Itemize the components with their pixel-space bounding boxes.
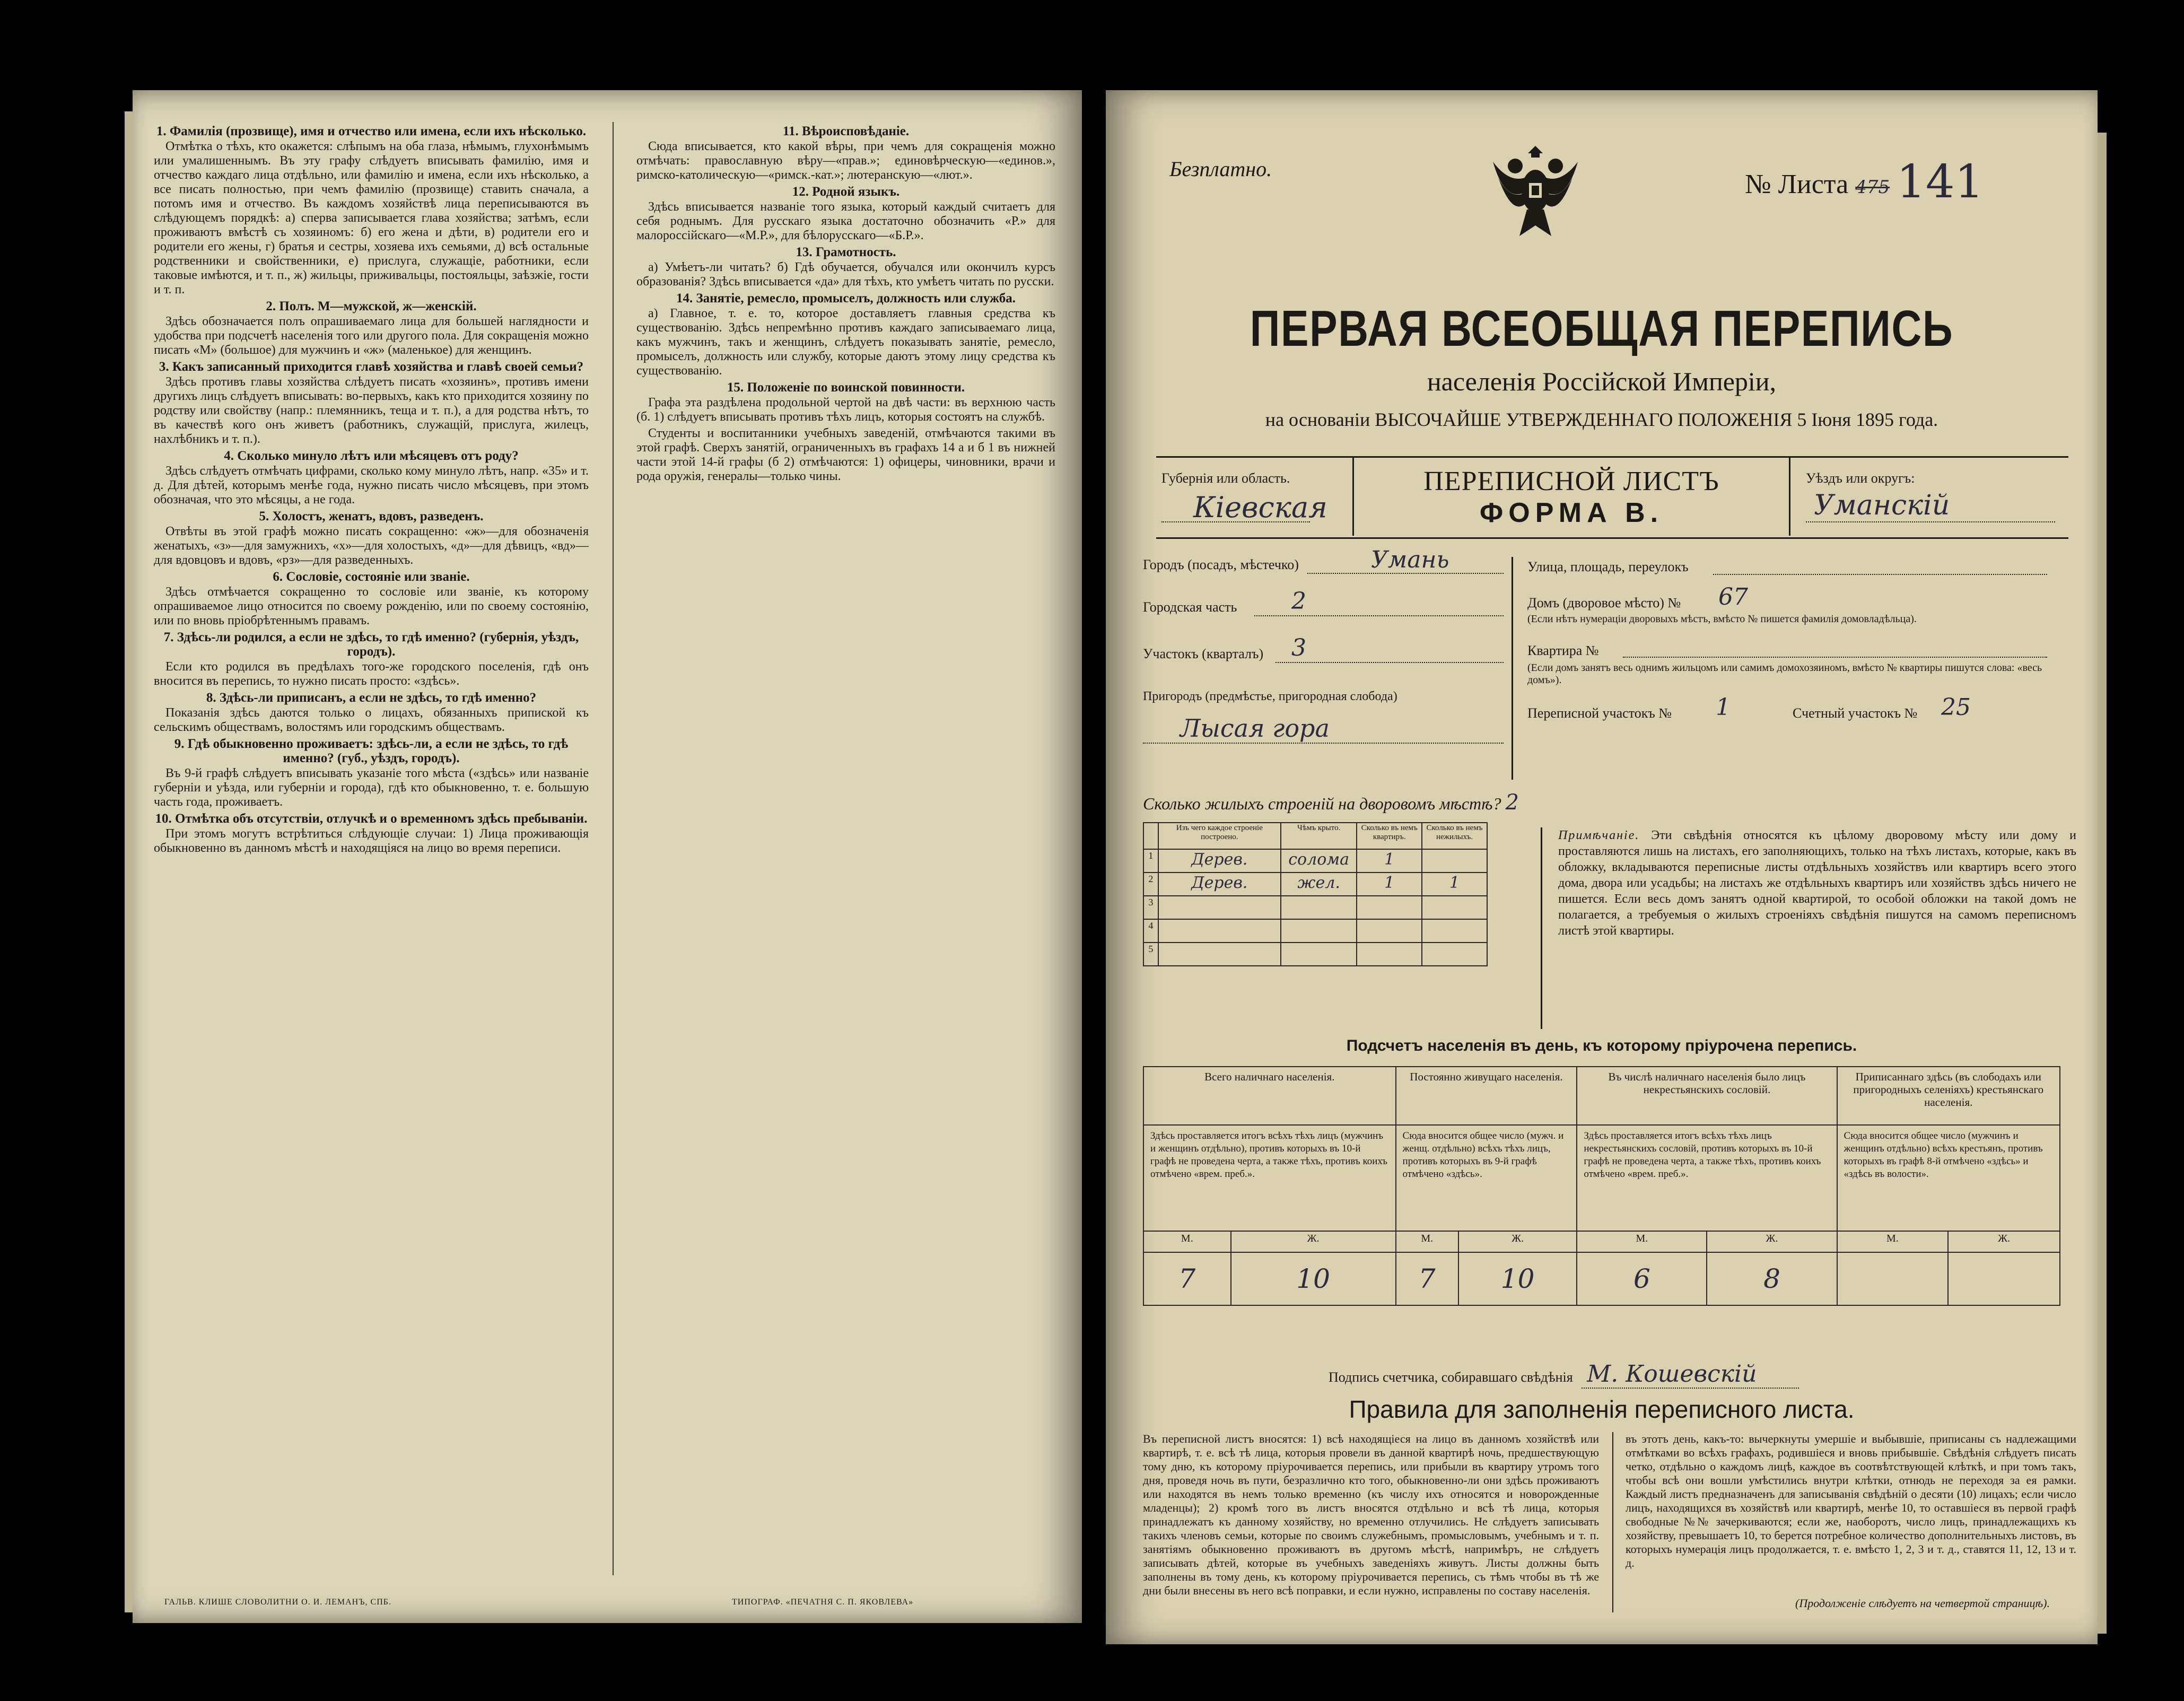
suburb-label: Пригородъ (предмѣстье, пригородная слобода): [1143, 690, 1397, 703]
instruction-text: При этомъ могутъ встрѣтиться слѣдующіе случаи: 1) Лица проживающія обыкновенно въ данномъ мѣстѣ и находящіяся на лицо во время переписи.: [154, 827, 589, 855]
instruction-heading: 7. Здѣсь-ли родился, а если не здѣсь, то гдѣ именно? (губернія, уѣздъ, городъ).: [163, 630, 579, 659]
buildings-note: [1541, 827, 2076, 1029]
street-label: Улица, площадь, переулокъ: [1527, 559, 1689, 574]
buildings-value: 2: [1505, 790, 1519, 815]
form-letter: ФОРМА В.: [1479, 498, 1664, 528]
instruction-heading: 10. Отмѣтка объ отсутствіи, отлучкѣ и о временномъ здѣсь пребываніи.: [155, 812, 588, 826]
sheet-number-label: № Листа: [1745, 169, 1849, 199]
rules-divider: [1612, 1432, 1613, 1612]
population-column-head: Приписаннаго здѣсь (въ слободахъ или пригородныхъ селеніяхъ) крестьянскаго населенія.: [1837, 1067, 2060, 1125]
buildings-cell-material: [1158, 896, 1281, 919]
instruction-text: Здѣсь вписывается названіе того языка, который каждый считаетъ для себя роднымъ. Для русскаго языка достаточно обозначить «Р.» для малороссійскаго—«М.Р.», для бѣлорусскаго—«Б.Р.».: [636, 200, 1055, 242]
buildings-cell-n: 3: [1143, 896, 1158, 919]
buildings-question: [1143, 790, 1519, 815]
sheet-number-handwritten: 141: [1897, 155, 1984, 208]
buildings-header: Изъ чего каждое строеніе построено.: [1158, 823, 1281, 849]
instruction-heading: 5. Холостъ, женатъ, вдовъ, разведенъ.: [259, 509, 484, 524]
buildings-cell-n: 1: [1143, 849, 1158, 873]
buildings-cell-nonres: [1422, 849, 1487, 873]
buildings-cell-roof: [1281, 896, 1357, 919]
instruction-heading: 13. Грамотность.: [796, 245, 896, 259]
instruction-text: Если кто родился въ предѣлахъ того-же городского поселенія, гдѣ онъ вносится въ перепись, то нужно писать просто: «здѣсь».: [154, 660, 589, 688]
address-block-left: [1143, 546, 1509, 785]
house-value: 67: [1718, 583, 1748, 610]
free-label: Безплатно.: [1169, 157, 1272, 181]
instruction-text: Графа эта раздѣлена продольной чертой на двѣ части: въ верхнюю часть (б. 1) слѣдуетъ вписывать противъ тѣхъ лицъ, которыя состоятъ на службѣ.: [636, 396, 1055, 424]
population-table: [1143, 1066, 2060, 1306]
left-column-1: [154, 122, 589, 1581]
population-column-desc: Сюда вносится общее число (мужчинъ и женщинъ отдѣльно) всѣхъ крестьянъ, противъ которыхъ въ графѣ 8-й отмѣчено «здѣсь» и «здѣсь въ волости».: [1837, 1125, 2060, 1231]
population-sex-label: Ж.: [1458, 1231, 1577, 1252]
apartment-note: (Если домъ занятъ весь однимъ жильцомъ или самимъ домохозяиномъ, вмѣсто № квартиры пишутся слова: «весь домъ»).: [1527, 662, 2042, 686]
buildings-row: [1143, 896, 1487, 919]
population-value: 10: [1231, 1252, 1396, 1305]
buildings-cell-nonres: 1: [1422, 873, 1487, 896]
population-sex-label: М.: [1837, 1231, 1949, 1252]
instruction-text: Здѣсь противъ главы хозяйства слѣдуетъ писать «хозяинъ», противъ имени другихъ лицъ слѣдуетъ вписывать: во-первыхъ, какъ кто приходится хозяину по родству или свойству (напр.: племянникъ, теща и т. п.), а для родства нѣтъ, то въ качествѣ кого онъ живетъ (работникъ, служащій, прислуга, жилецъ, нахлѣбникъ и т. п.).: [154, 375, 589, 446]
city-label: Городъ (посадъ, мѣстечко): [1143, 557, 1299, 572]
buildings-cell-roof: [1281, 919, 1357, 943]
population-value: [1948, 1252, 2060, 1305]
instruction-heading: 9. Гдѣ обыкновенно проживаетъ: здѣсь-ли, а если не здѣсь, то гдѣ именно? (губ., уѣздъ, городъ).: [174, 737, 569, 765]
instruction-text: Отмѣтка о тѣхъ, кто окажется: слѣпымъ на оба глаза, нѣмымъ, глухонѣмымъ или умалишеннымъ. Въ эту графу слѣдуетъ вписывать фамилію, имя и отчество каждаго лица отдѣльно, или фамилію и имена, если ихъ нѣсколько, а все писать полностью, при чемъ фамилію (прозвище) ставить сначала, а потомъ имя и отчество. Въ каждомъ хозяйствѣ лица переписываются въ слѣдующемъ порядкѣ: а) сперва записывается глава хозяйства; затѣмъ, если проживаютъ вмѣстѣ съ хозяиномъ: б) его жена и дѣти, в) родители его и родители его жены, г) братья и сестры, хозяева ихъ семьями, д) всѣ остальные родственники и свойственники, е) прислуга, служащіе, работники, если таковые имѣются, и т. п., ж) жильцы, приживальцы, постояльцы, заѣзжіе, гости и т. п.: [154, 139, 589, 296]
buildings-cell-material: Дерев.: [1158, 849, 1281, 873]
population-sex-label: М.: [1396, 1231, 1458, 1252]
buildings-cell-apts: [1357, 943, 1422, 966]
population-sex-label: Ж.: [1948, 1231, 2060, 1252]
instruction-text: Сюда вписывается, кто какой вѣры, при чемъ для сокращенія можно отмѣчать: православную вѣру—«прав.»; единовѣрческую—«единов.», римско-католическую—«римск.-кат.»; лютеранскую—«лют.».: [636, 139, 1055, 182]
buildings-cell-material: [1158, 943, 1281, 966]
instruction-heading: 6. Сословіе, состояніе или званіе.: [273, 570, 470, 584]
population-column-head: Постоянно живущаго населенія.: [1396, 1067, 1577, 1125]
buildings-cell-roof: солома: [1281, 849, 1357, 873]
buildings-cell-n: 2: [1143, 873, 1158, 896]
census-title: ПЕРВАЯ ВСЕОБЩАЯ ПЕРЕПИСЬ: [1250, 300, 1954, 357]
instruction-heading: 2. Полъ. М—мужской, ж—женскій.: [266, 299, 477, 313]
instruction-text: Здѣсь отмѣчается сокращенно то сословіе или званіе, къ которому опрашиваемое лицо относится по своему рожденію, или по своему состоянію, или по вновь пріобрѣтеннымъ правамъ.: [154, 585, 589, 627]
population-column-desc: Здѣсь проставляется итогъ всѣхъ тѣхъ лицъ (мужчинъ и женщинъ отдѣльно), противъ которыхъ въ 10-й графѣ не проведена черта, а также тѣхъ, противъ коихъ отмѣчено «врем. преб.».: [1143, 1125, 1396, 1231]
address-block-right: [1527, 546, 2058, 785]
signature-row: [1329, 1360, 1799, 1388]
note-text: Эти свѣдѣнія относятся къ цѣлому дворовому мѣсту или дому и проставляются лишь на листахъ, его заполняющихъ, только на тѣхъ листахъ, которые, какъ въ обложку, вкладываются переписные листы отдѣльныхъ хозяйствъ или квартиръ всего этого дома, двора или усадьбы; на листахъ же отдѣльныхъ квартиръ или хозяйствъ здѣсь ничего не пишется. Если весь домъ занятъ одной квартирой, то особой обложки на такой домъ не полагается, а требуемыя о жилыхъ строеніяхъ свѣдѣнія пишутся на самомъ переписномъ листѣ этой квартиры.: [1558, 828, 2077, 938]
population-column-desc: Здѣсь проставляется итогъ всѣхъ тѣхъ лицъ некрестьянскихъ сословій, противъ которыхъ въ 10-й графѣ не проведена черта, а также тѣхъ, противъ коихъ отмѣчено «врем. преб.».: [1577, 1125, 1837, 1231]
buildings-cell-nonres: [1422, 896, 1487, 919]
instruction-heading: 8. Здѣсь-ли приписанъ, а если не здѣсь, то гдѣ именно?: [206, 691, 537, 705]
sheet-number-crossed: 475: [1855, 177, 1890, 198]
population-value: 7: [1396, 1252, 1458, 1305]
buildings-table: [1143, 822, 1488, 966]
population-value: 7: [1143, 1252, 1231, 1305]
buildings-row: [1143, 873, 1487, 896]
district-label: Участокъ (кварталъ): [1143, 646, 1264, 661]
instruction-text: а) Главное, т. е. то, которое доставляетъ главныя средства къ существованію. Здѣсь непремѣнно противъ каждаго записываемаго лица, какъ мужчинъ, такъ и женщинъ, слѣдуетъ показывать занятіе, ремесло, промыселъ, должность или службу, которые даютъ этому лицу средства къ существованію.: [636, 307, 1055, 378]
buildings-cell-apts: 1: [1357, 849, 1422, 873]
census-basis: на основаніи ВЫСОЧАЙШЕ УТВЕРЖДЕННАГО ПОЛОЖЕНІЯ 5 Іюня 1895 года.: [1265, 409, 1938, 430]
left-page: [133, 90, 1082, 1623]
buildings-cell-nonres: [1422, 943, 1487, 966]
buildings-header: Чѣмъ крыто.: [1281, 823, 1357, 849]
buildings-row: [1143, 849, 1487, 873]
instruction-text: Студенты и воспитанники учебныхъ заведеній, отмѣчаются такими въ этой графѣ. Сверхъ занятій, ограниченныхъ въ графахъ 14 а и б 1 въ нижней части этой 14-й графы (б 2) отмѣчаются: 1) офицеры, чиновники, врачи и рода оружія, генералы—только чины.: [636, 426, 1055, 483]
uezd-value: Уманскій: [1814, 490, 1950, 521]
buildings-cell-apts: 1: [1357, 873, 1422, 896]
census-district-value: 1: [1716, 694, 1731, 721]
instruction-text: Отвѣты въ этой графѣ можно писать сокращенно: «ж»—для обозначенія женатыхъ, «з»—для замужнихъ, «х»—для холостыхъ, «д»—для дѣвицъ, «вд»—для вдовцовъ и вдовъ, «рз»—для разведенныхъ.: [154, 525, 589, 567]
population-sex-label: Ж.: [1707, 1231, 1837, 1252]
printer-imprint-right: ТИПОГРАФ. «ПЕЧАТНЯ С. П. ЯКОВЛЕВА»: [732, 1598, 914, 1607]
population-values-row: [1143, 1252, 2060, 1305]
instruction-heading: 3. Какъ записанный приходится главѣ хозяйства и главѣ своей семьи?: [159, 360, 584, 374]
buildings-label: Сколько жилыхъ строеній на дворовомъ мѣстѣ?: [1143, 794, 1501, 813]
population-sex-label: Ж.: [1231, 1231, 1396, 1252]
population-desc-row: [1143, 1125, 2060, 1231]
buildings-cell-nonres: [1422, 919, 1487, 943]
signature-value: М. Кошевскій: [1582, 1360, 1799, 1389]
signature-label: Подпись счетчика, собиравшаго свѣдѣнія: [1329, 1369, 1573, 1385]
buildings-cell-n: 5: [1143, 943, 1158, 966]
buildings-cell-roof: жел.: [1281, 873, 1357, 896]
address-divider: [1512, 557, 1513, 780]
population-title: Подсчетъ населенія въ день, къ которому пріурочена перепись.: [1346, 1037, 1857, 1054]
buildings-row: [1143, 919, 1487, 943]
rules-continuation: (Продолженіе слѣдуетъ на четвертой страницѣ).: [1795, 1597, 2050, 1610]
population-sex-label: М.: [1577, 1231, 1707, 1252]
instruction-heading: 15. Положеніе по воинской повинности.: [727, 380, 965, 395]
instruction-text: Здѣсь слѣдуетъ отмѣчать цифрами, сколько кому минуло лѣтъ, напр. «35» и т. д. Для дѣтей, которымъ менѣе года, нужно писать число мѣсяцевъ, при этомъ обозначая, что это мѣсяцы, а не года.: [154, 464, 589, 507]
instruction-text: Здѣсь обозначается полъ опрашиваемаго лица для большей наглядности и удобства при подсчетѣ населенія того или другого пола. Для сокращенія можно писать «М» (большое) для мужчинъ и «ж» (маленькое) для женщинъ.: [154, 315, 589, 357]
part-value: 2: [1291, 588, 1306, 615]
census-district-label: Переписной участокъ №: [1527, 705, 1672, 721]
form-title-box: [1352, 456, 1790, 536]
buildings-row: [1143, 943, 1487, 966]
population-value: 8: [1707, 1252, 1837, 1305]
buildings-header: Сколько въ немъ нежилыхъ.: [1422, 823, 1487, 849]
instruction-text: а) Умѣетъ-ли читать? б) Гдѣ обучается, обучался или окончилъ курсъ образованія? Здѣсь вписывается «да» для тѣхъ, кто умѣетъ читать по русски.: [636, 260, 1055, 289]
population-head-row: [1143, 1067, 2060, 1125]
printer-imprint-left: ГАЛЬВ. КЛИШЕ СЛОВОЛИТНИ О. И. ЛЕМАНЪ, СПБ.: [164, 1598, 391, 1607]
instruction-heading: 14. Занятіе, ремесло, промыселъ, должность или служба.: [676, 291, 1016, 306]
population-value: 6: [1577, 1252, 1707, 1305]
buildings-cell-apts: [1357, 919, 1422, 943]
instruction-heading: 1. Фамилія (прозвище), имя и отчество или имена, если ихъ нѣсколько.: [156, 124, 587, 138]
rules-column-2: въ этотъ день, какъ-то: вычеркнуты умершіе и выбывшіе, приписаны съ надлежащими отмѣтками во всѣхъ графахъ, родившіеся и вновь прибывшіе. Свѣдѣнія слѣдуетъ писать четко, отдѣльно о каждомъ лицѣ, каждое въ соотвѣтствующей клѣткѣ, и при томъ такъ, чтобы всѣ они вошли умѣстились внутри клѣтки, отнюдь не переходя за ея рамки. Каждый листъ предназначенъ для записыванія свѣдѣній о десяти (10) лицахъ; если число лицъ, находящихся въ хозяйствѣ или квартирѣ, менѣе 10, то оставшіеся въ первой графѣ свободные №№ зачеркиваются; если же, наоборотъ, число лицъ, принадлежащихъ къ хозяйству, превышаетъ 10, то берется потребное количество дополнительныхъ листовъ, въ которыхъ нумерація лицъ продолжается, т. е. вмѣсто 1, 2, 3 и т. д., ставятся 11, 12, 13 и т. д.: [1626, 1432, 2076, 1569]
buildings-cell-apts: [1357, 896, 1422, 919]
count-district-label: Счетный участокъ №: [1793, 705, 1918, 721]
buildings-cell-material: [1158, 919, 1281, 943]
instruction-heading: 11. Вѣроисповѣданіе.: [782, 124, 910, 138]
buildings-cell-material: Дерев.: [1158, 873, 1281, 896]
house-note: (Если нѣтъ нумераціи дворовыхъ мѣстъ, вмѣсто № пишется фамилія домовладѣльца).: [1527, 613, 1917, 625]
city-value: Умань: [1371, 546, 1449, 573]
province-value: Кіевская: [1193, 491, 1327, 524]
header-fields-row: [1156, 456, 2068, 539]
buildings-header: Сколько въ немъ квартиръ.: [1357, 823, 1422, 849]
part-label: Городская часть: [1143, 599, 1237, 615]
population-value: [1837, 1252, 1949, 1305]
buildings-cell-roof: [1281, 943, 1357, 966]
instruction-text: Показанія здѣсь даются только о лицахъ, обязанныхъ припиской къ сельскимъ обществамъ, волостямъ или городскимъ обществамъ.: [154, 706, 589, 734]
population-value: 10: [1458, 1252, 1577, 1305]
population-column-head: Всего наличнаго населенія.: [1143, 1067, 1396, 1125]
instruction-heading: 12. Родной языкъ.: [792, 185, 900, 199]
population-sex-label: М.: [1143, 1231, 1231, 1252]
instruction-heading: 4. Сколько минуло лѣтъ или мѣсяцевъ отъ роду?: [224, 449, 519, 463]
sheet-number: [1745, 151, 1984, 208]
instruction-text: Въ 9-й графѣ слѣдуетъ вписывать указаніе того мѣста («здѣсь» или названіе губерніи и уѣзда, или губерніи и города), гдѣ кто обыкновенно, т. е. большую часть года, проживаетъ.: [154, 766, 589, 809]
left-column-2: [636, 122, 1055, 1581]
count-district-value: 25: [1941, 694, 1971, 721]
population-column-desc: Сюда вносится общее число (мужч. и женщ. отдѣльно) всѣхъ тѣхъ лицъ, противъ которыхъ въ 9-й графѣ отмѣчено «здѣсь».: [1396, 1125, 1577, 1231]
population-mf-row: [1143, 1231, 2060, 1252]
double-headed-eagle-icon: [1482, 141, 1588, 241]
buildings-cell-n: 4: [1143, 919, 1158, 943]
rules-column-1: Въ переписной листъ вносятся: 1) всѣ находящіеся на лицо въ данномъ хозяйствѣ или квартирѣ, т. е. всѣ тѣ лица, которыя провели въ данной квартирѣ ночь, предшествующую тому дню, къ которому пріурочивается перепись, или прибыли въ квартиру утромъ того дня, проведя ночь въ пути, безразлично кто того, обыкновенно-ли они здѣсь проживаютъ или находятся въ немъ только временно (къ числу ихъ относятся и новорожденные младенцы); 2) кромѣ того въ листъ вносятся отдѣльно и всѣ тѣ лица, которыя принадлежатъ къ данному хозяйству, но временно отлучились. Не слѣдуетъ записывать такихъ членовъ семьи, которые по своимъ служебнымъ, промысловымъ, учебнымъ и т. п. занятіямъ обыкновенно проживаютъ въ другомъ мѣстѣ, напримѣръ, не слѣдуетъ записывать дѣтей, которые въ учебныхъ заведеніяхъ живутъ. Листы должны быть заполнены въ тому день, къ которому пріурочивается перепись, съ тѣмъ чтобы въ тѣ же дни были внесены въ него всѣ поправки, и если нужно, исправлены по составу населенія.: [1143, 1432, 1599, 1597]
census-subtitle: населенія Россійской Имперіи,: [1427, 367, 1777, 396]
rules-title: Правила для заполненія переписного листа.: [1349, 1395, 1855, 1423]
form-title: ПЕРЕПИСНОЙ ЛИСТЪ: [1423, 466, 1719, 496]
province-label: Губернія или область.: [1161, 470, 1290, 486]
census-form-page: [1106, 90, 2098, 1644]
column-divider: [613, 122, 614, 1575]
population-column-head: Въ числѣ наличнаго населенія было лицъ некрестьянскихъ сословій.: [1577, 1067, 1837, 1125]
buildings-table-body: [1143, 849, 1487, 966]
district-value: 3: [1291, 634, 1306, 661]
uezd-label: Уѣздъ или округъ:: [1806, 470, 1915, 486]
note-title: Примѣчаніе.: [1558, 828, 1640, 842]
house-label: Домъ (дворовое мѣсто) №: [1527, 595, 1681, 610]
suburb-value: Лысая гора: [1180, 714, 1330, 743]
apartment-label: Квартира №: [1527, 643, 1599, 658]
